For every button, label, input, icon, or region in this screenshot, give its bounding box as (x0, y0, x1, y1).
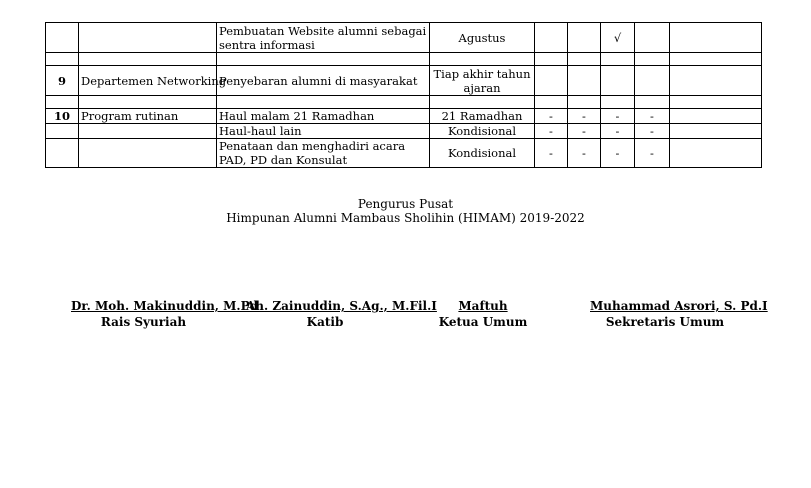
signatory-rais-syuriah (71, 298, 259, 330)
mark-cell (635, 53, 670, 66)
department-cell (79, 139, 217, 168)
row-number (46, 139, 79, 168)
mark-cell (670, 96, 762, 109)
signatory-role: Sekretaris Umum (605, 315, 725, 329)
mark-cell (670, 109, 762, 124)
program-cell: Penyebaran alumni di masyarakat (217, 66, 430, 96)
mark-cell (670, 139, 762, 168)
mark-cell (670, 66, 762, 96)
mark-cell: √ (601, 23, 635, 53)
mark-cell (601, 66, 635, 96)
program-cell (217, 96, 430, 109)
table-row (46, 96, 762, 109)
program-cell: Pembuatan Website alumni sebagai sentra informasi (217, 23, 430, 53)
mark-cell: - (635, 139, 670, 168)
department-cell: Departemen Networking (79, 66, 217, 96)
signatory-name: Maftuh (458, 299, 508, 313)
mark-cell: - (601, 139, 635, 168)
row-number: 10 (46, 109, 79, 124)
table-row (46, 109, 762, 124)
program-cell: Haul-haul lain (217, 124, 430, 139)
mark-cell: - (601, 124, 635, 139)
time-cell: 21 Ramadhan (430, 109, 535, 124)
row-number (46, 23, 79, 53)
mark-cell (535, 96, 568, 109)
mark-cell: - (535, 124, 568, 139)
mark-cell: - (601, 109, 635, 124)
mark-cell: - (635, 109, 670, 124)
mark-cell (568, 23, 601, 53)
signatory-role: Katib (306, 315, 344, 329)
mark-cell: - (535, 109, 568, 124)
signatory-name: Ah. Zainuddin, S.Ag., M.Fil.I (246, 299, 437, 313)
mark-cell (535, 53, 568, 66)
department-cell: Program rutinan (79, 109, 217, 124)
mark-cell: - (535, 139, 568, 168)
mark-cell (635, 96, 670, 109)
mark-cell (601, 53, 635, 66)
signatory-sekretaris-umum (590, 298, 768, 330)
time-cell: Agustus (430, 23, 535, 53)
mark-cell (635, 23, 670, 53)
signatory-role: Ketua Umum (438, 315, 528, 329)
footer-organization-full: Himpunan Alumni Mambaus Sholihin (HIMAM) 2019-2022 (226, 211, 585, 225)
department-cell (79, 96, 217, 109)
mark-cell (535, 66, 568, 96)
signatory-role: Rais Syuriah (100, 315, 187, 329)
program-cell: Haul malam 21 Ramadhan (217, 109, 430, 124)
program-cell: Penataan dan menghadiri acara PAD, PD dan Konsulat (217, 139, 430, 168)
row-number: 9 (46, 66, 79, 96)
department-cell (79, 124, 217, 139)
footer-organization: Pengurus Pusat (357, 197, 454, 211)
signatory-name: Dr. Moh. Makinuddin, M.Pd (71, 299, 259, 313)
table-row (46, 124, 762, 139)
department-cell (79, 23, 217, 53)
mark-cell (601, 96, 635, 109)
schedule-table (45, 22, 762, 168)
mark-cell: - (568, 124, 601, 139)
mark-cell (568, 66, 601, 96)
table-row (46, 139, 762, 168)
mark-cell (535, 23, 568, 53)
mark-cell (568, 53, 601, 66)
signatory-katib (246, 298, 437, 330)
time-cell: Kondisional (430, 124, 535, 139)
department-cell (79, 53, 217, 66)
signatory-name: Muhammad Asrori, S. Pd.I (590, 299, 768, 313)
mark-cell (670, 124, 762, 139)
mark-cell: - (635, 124, 670, 139)
time-cell: Kondisional (430, 139, 535, 168)
time-cell (430, 96, 535, 109)
mark-cell (670, 23, 762, 53)
time-cell (430, 53, 535, 66)
program-cell (217, 53, 430, 66)
row-number (46, 96, 79, 109)
table-row (46, 53, 762, 66)
mark-cell: - (568, 109, 601, 124)
row-number (46, 53, 79, 66)
time-cell: Tiap akhir tahun ajaran (430, 66, 535, 96)
table-row (46, 66, 762, 96)
mark-cell (635, 66, 670, 96)
mark-cell (670, 53, 762, 66)
mark-cell: - (568, 139, 601, 168)
table-row (46, 23, 762, 53)
row-number (46, 124, 79, 139)
mark-cell (568, 96, 601, 109)
signatory-ketua-umum (432, 298, 534, 330)
